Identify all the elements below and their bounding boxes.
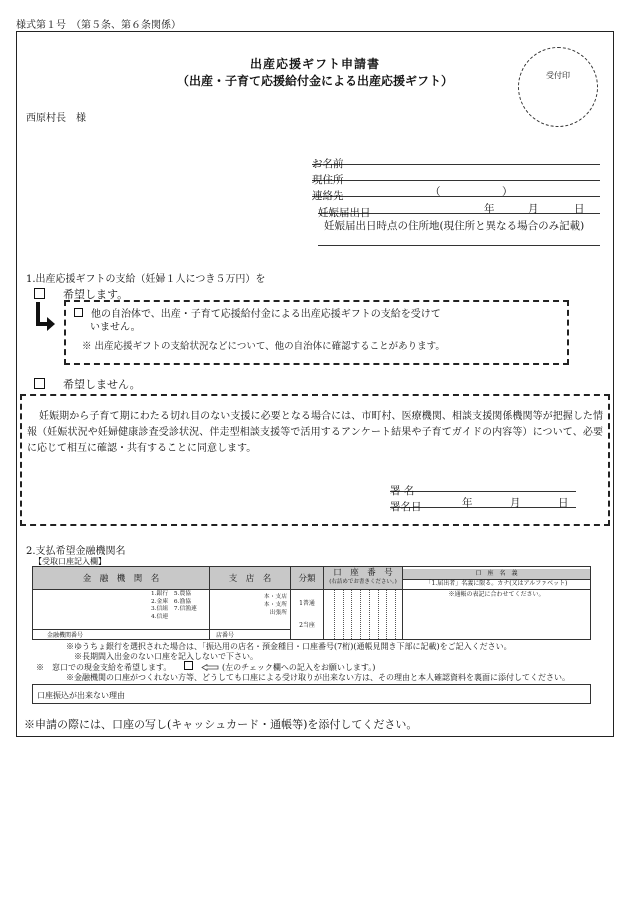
pregnancy-date-day: 日 bbox=[574, 203, 585, 215]
account-type-1: 1普通 bbox=[299, 599, 315, 607]
col-class-header: 分類 bbox=[291, 567, 324, 590]
contact-field[interactable] bbox=[312, 184, 600, 202]
footer-note: ※申請の際には、口座の写し(キャッシュカード・通帳等)を添付してください。 bbox=[24, 718, 418, 731]
other-municipality-text-cont: いません。 bbox=[90, 322, 141, 333]
pregnancy-date-field[interactable] bbox=[318, 201, 600, 219]
col-account-title: 口 座 番 号 bbox=[333, 568, 393, 578]
account-type-cell[interactable] bbox=[291, 590, 324, 640]
bank-code-label: 金融機関番号 bbox=[47, 632, 84, 639]
col-holder-header-wrap bbox=[403, 567, 591, 590]
pregnancy-date-month: 月 bbox=[528, 203, 539, 215]
holder-note-1: 「1.届出者」名義に限る。カナ(又はアルファベット) bbox=[425, 579, 568, 587]
branch-code-cell[interactable] bbox=[210, 630, 291, 640]
bank-type-1: 1.銀行 5.農協 bbox=[151, 591, 192, 597]
bank-type-3: 3.信組 7.信漁連 bbox=[151, 606, 197, 612]
signature-date-label: 署名日 bbox=[390, 501, 422, 513]
branch-type-2: 本・支所 bbox=[263, 602, 287, 608]
branch-type-1: 本・支店 bbox=[263, 594, 287, 600]
signature-label: 署 名 bbox=[390, 485, 415, 497]
addressee: 西原村長 様 bbox=[26, 113, 86, 124]
address-field[interactable] bbox=[312, 168, 600, 186]
signature-date-field[interactable] bbox=[390, 495, 576, 513]
section2-heading: 2.支払希望金融機関名 bbox=[26, 546, 126, 557]
address-label: 現住所 bbox=[312, 174, 344, 186]
name-field[interactable] bbox=[312, 152, 600, 170]
dormant-account-note: ※長期間入出金のない口座を記入しないで下さい。 bbox=[74, 652, 258, 661]
yucho-note: ※ゆうちょ銀行を選択された場合は、「振込用の店名・預金種目・口座番号(7桁)(通帳見開き下部に記載)をご記入ください。 bbox=[66, 642, 512, 651]
cash-payment-instruction: (左のチェック欄への記入をお願いします。) bbox=[222, 663, 376, 672]
option-no-row[interactable] bbox=[34, 376, 141, 392]
signature-date-month: 月 bbox=[510, 497, 521, 509]
section2-subheading: 【受取口座記入欄】 bbox=[34, 557, 106, 566]
col-branch-header: 支 店 名 bbox=[210, 567, 291, 590]
bank-type-list bbox=[151, 591, 197, 621]
reception-stamp-label: 受付印 bbox=[546, 71, 570, 80]
other-municipality-text: 他の自治体で、出産・子育て応援給付金による出産応援ギフトの支給を受けて bbox=[91, 309, 441, 320]
pregnancy-address-field[interactable] bbox=[318, 235, 600, 246]
col-account-note: (右詰めでお書きください。) bbox=[329, 579, 397, 585]
bank-type-4: 4.信連 bbox=[151, 613, 169, 620]
cash-payment-text: ※ 窓口での現金支給を希望します。 bbox=[36, 663, 172, 672]
account-number-cell[interactable] bbox=[324, 590, 403, 640]
form-title: 出産応援ギフト申請書 bbox=[249, 57, 380, 71]
signature-field[interactable] bbox=[390, 479, 576, 497]
other-municipality-checkbox[interactable] bbox=[74, 308, 83, 317]
reason-field[interactable] bbox=[32, 684, 591, 704]
col-holder-header: 口 座 名 義 bbox=[403, 569, 590, 580]
pregnancy-date-year: 年 bbox=[484, 203, 495, 215]
account-digit-boxes bbox=[334, 590, 396, 639]
name-label: お名前 bbox=[312, 158, 344, 170]
reception-stamp-circle bbox=[518, 47, 598, 127]
form-subtitle: （出産・子育て応援給付金による出産応援ギフト） bbox=[176, 74, 453, 88]
account-type-2: 2当座 bbox=[299, 621, 315, 629]
signature-date-day: 日 bbox=[558, 497, 569, 509]
branch-name-cell[interactable] bbox=[210, 590, 291, 630]
reason-label: 口座振込が出来ない理由 bbox=[37, 691, 125, 700]
bank-code-cell[interactable] bbox=[33, 630, 210, 640]
branch-type-3: 出張所 bbox=[269, 610, 287, 616]
section1-heading: 1.出産応援ギフトの支給（妊婦１人につき５万円）を bbox=[26, 274, 266, 285]
signature-date-year: 年 bbox=[462, 497, 473, 509]
bank-account-table bbox=[32, 566, 591, 640]
form-number: 様式第１号 （第５条、第６条関係） bbox=[16, 20, 181, 31]
confirmation-note: ※ 出産応援ギフトの支給状況などについて、他の自治体に確認することがあります。 bbox=[82, 341, 445, 352]
col-account-header bbox=[324, 567, 403, 590]
option-no-checkbox[interactable] bbox=[34, 378, 45, 389]
cash-payment-checkbox[interactable] bbox=[184, 661, 193, 670]
option-yes-checkbox[interactable] bbox=[34, 288, 45, 299]
branch-type-list bbox=[264, 593, 287, 617]
arrow-left-icon bbox=[201, 664, 219, 671]
account-holder-cell[interactable] bbox=[403, 590, 591, 640]
col-bank-header: 金 融 機 関 名 bbox=[33, 567, 210, 590]
bank-type-2: 2.金庫 6.漁協 bbox=[151, 598, 192, 605]
arrow-down-right-icon bbox=[34, 300, 58, 334]
branch-code-label: 店番号 bbox=[216, 632, 235, 639]
contact-label: 連絡先 bbox=[312, 190, 344, 202]
contact-paren-close: ） bbox=[502, 186, 513, 198]
bank-name-cell[interactable] bbox=[33, 590, 210, 630]
pregnancy-address-note: 妊娠届出日時点の住所地(現住所と異なる場合のみ記載) bbox=[324, 220, 585, 232]
no-account-note: ※金融機関の口座がつくれない方等、どうしても口座による受け取りが出来ない方は、その理由と本人確認資料を裏面に添付してください。 bbox=[66, 673, 570, 682]
contact-paren-open: （ bbox=[430, 186, 441, 198]
consent-text: 妊娠期から子育て期にわたる切れ目のない支援に必要となる場合には、市町村、医療機関、相談支援関係機関等が把握した情報（妊娠状況や妊婦健康診査受診状況、伴走型相談支援等で活用するアンケート結果や子育てガイドの内容等）について、必要に応じて相互に確認・共有することに同意します。 bbox=[27, 411, 603, 454]
option-yes-label: 希望します。 bbox=[63, 288, 129, 301]
pregnancy-date-label: 妊娠届出日 bbox=[318, 207, 371, 219]
holder-note-2: ※通帳の表記に合わせてください。 bbox=[448, 591, 545, 598]
option-no-label: 希望しません。 bbox=[63, 378, 141, 391]
